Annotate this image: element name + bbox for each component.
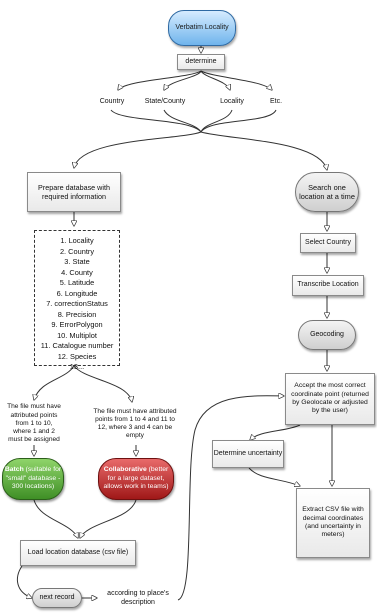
connector xyxy=(111,110,201,132)
connector xyxy=(164,110,201,132)
geocoding-node xyxy=(298,320,356,350)
load-database-node xyxy=(20,540,136,566)
connector xyxy=(164,71,201,90)
batch-option-node xyxy=(2,458,64,500)
required-field-item: 7. correctionStatus xyxy=(46,299,108,308)
category-locality-label: Locality xyxy=(220,97,244,105)
batch-title: Batch xyxy=(4,466,24,474)
category-state-county-label: State/County xyxy=(144,97,186,105)
connector xyxy=(201,71,272,90)
connector xyxy=(250,425,300,440)
determine-uncertainty-label: Determine uncertainty xyxy=(213,449,283,457)
connector xyxy=(74,132,201,168)
select-country-node xyxy=(300,233,356,253)
determine-node xyxy=(177,54,225,70)
required-field-item: 1. Locality xyxy=(60,236,94,245)
collaborative-requirements-text: The file must have attributed points from 1 to 4 and 11 to 12, where 3 and 4 can be empty xyxy=(93,407,177,440)
next-record-label: next record xyxy=(39,593,75,601)
collaborative-title: Collaborative xyxy=(103,466,147,474)
select-country-label: Select Country xyxy=(305,238,351,246)
category-locality xyxy=(212,96,252,108)
required-field-item: 2. Country xyxy=(59,246,95,256)
extract-csv-label: Extract CSV file with decimal coordinates (and uncertainty in meters) xyxy=(302,506,364,539)
transcribe-location-node xyxy=(292,275,364,296)
category-etc-label: Etc. xyxy=(269,97,283,105)
required-field-item: 6. Longitude xyxy=(56,288,98,298)
required-field-item: 13... xyxy=(69,362,85,371)
collaborative-requirements-note xyxy=(92,405,178,443)
next-record-node xyxy=(32,588,82,608)
transcribe-location-label: Transcribe Location xyxy=(297,281,359,289)
required-field-item: 8. Precision xyxy=(57,309,97,319)
required-fields-list xyxy=(35,236,119,373)
batch-requirements-note xyxy=(6,403,62,445)
connector xyxy=(201,110,232,132)
determine-uncertainty-node xyxy=(212,440,284,468)
according-to-description-text: according to place's description xyxy=(107,590,169,606)
category-country-label: Country xyxy=(99,97,125,105)
verbatim-locality-label: Verbatim Locality xyxy=(175,23,229,31)
category-etc xyxy=(263,96,289,108)
collaborative-description: (better for a large dataset, allows work in teams) xyxy=(103,466,169,491)
required-field-item: 5. Latitude xyxy=(59,278,95,287)
required-field-item: 3. State xyxy=(64,257,90,266)
connector xyxy=(17,566,32,598)
batch-requirements-text: The file must have attributed points from 1 to 10, where 1 and 2 must be assigned xyxy=(7,403,61,444)
accept-coordinate-label: Accept the most correct coordinate point (returned by Geolocate or adjusted by the user) xyxy=(291,382,369,415)
connector xyxy=(118,71,201,90)
search-one-location-label: Search one location at a time xyxy=(299,182,355,201)
accept-coordinate-node xyxy=(285,373,375,425)
required-field-item: 4. County xyxy=(61,267,93,277)
required-field-item: 9. ErrorPolygon xyxy=(51,320,103,329)
category-country xyxy=(92,96,132,108)
geocoding-label: Geocoding xyxy=(310,330,344,338)
connector xyxy=(201,110,276,132)
required-field-item: 11. Catalogue number xyxy=(40,341,114,350)
required-fields-box xyxy=(34,230,120,371)
connector xyxy=(178,396,284,600)
connector xyxy=(249,468,300,486)
collaborative-option-node xyxy=(98,458,174,500)
search-one-location-node xyxy=(295,172,359,212)
category-state-county xyxy=(138,96,192,108)
verbatim-locality-node xyxy=(168,10,236,46)
extract-csv-node xyxy=(296,488,370,558)
connector xyxy=(201,132,327,170)
determine-label: determine xyxy=(185,57,217,65)
connector xyxy=(34,500,78,538)
connector xyxy=(201,71,230,90)
according-to-description-note xyxy=(98,588,178,610)
load-database-label: Load location database (csv file) xyxy=(27,548,129,556)
batch-description: (suitable for "small" database - 300 locations) xyxy=(5,466,62,491)
prepare-database-label: Prepare database with required information xyxy=(38,183,110,201)
batch-option-label xyxy=(3,466,63,491)
collaborative-option-label xyxy=(99,466,173,491)
required-field-item: 10. Multiplot xyxy=(57,330,97,340)
prepare-database-node xyxy=(27,172,121,212)
connector xyxy=(80,500,136,538)
required-field-item: 12. Species xyxy=(57,351,97,361)
